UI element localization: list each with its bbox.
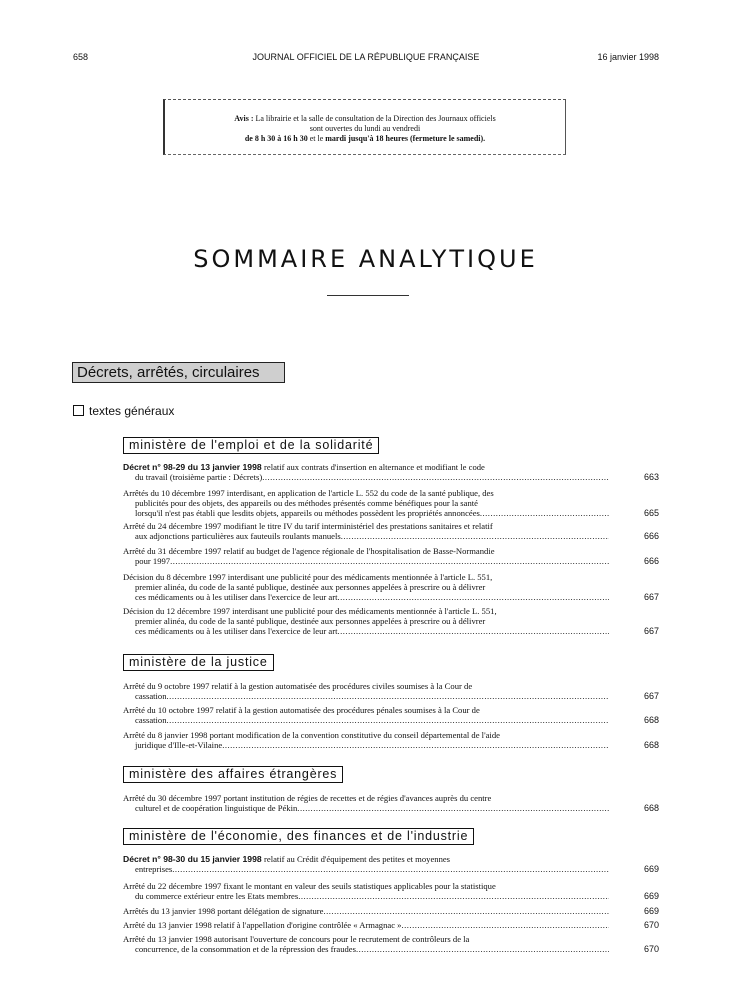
toc-entry	[123, 488, 659, 518]
leader-dots	[167, 691, 609, 701]
page-reference: 667	[643, 691, 659, 701]
ministry-heading: ministère des affaires étrangères	[123, 766, 343, 783]
entry-text: Arrêté du 30 décembre 1997 portant institution de régies de recettes et de régies d'avances auprès du centre	[123, 793, 492, 803]
notice-connector: et le	[309, 134, 324, 143]
entry-text: Décision du 8 décembre 1997 interdisant une publicité pour des médicaments mentionnée à l'article L. 551,	[123, 572, 493, 582]
entry-text: Arrêté du 8 janvier 1998 portant modification de la convention constitutive du conseil départemental de l'aide	[123, 730, 500, 740]
page-reference: 663	[643, 472, 659, 482]
entry-text: Arrêtés du 10 décembre 1997 interdisant, en application de l'article L. 552 du code de la santé publique, des	[123, 488, 494, 498]
page-reference: 666	[643, 556, 659, 566]
notice-box	[163, 99, 566, 155]
page-reference: 670	[643, 944, 659, 954]
leader-dots	[323, 906, 609, 916]
toc-entry	[123, 854, 659, 874]
issue-date: 16 janvier 1998	[597, 52, 659, 62]
entry-text: Arrêté du 22 décembre 1997 fixant le montant en valeur des seuils statistiques applicables pour la statistique	[123, 881, 496, 891]
page-reference: 669	[643, 891, 659, 901]
notice-label: Avis :	[234, 114, 254, 123]
entry-text: Décision du 12 décembre 1997 interdisant une publicité pour des médicaments mentionnée à l'article L. 551,	[123, 606, 497, 616]
entry-text: Arrêté du 31 décembre 1997 relatif au budget de l'agence régionale de l'hospitalisation de Basse-Normandie	[123, 546, 495, 556]
leader-dots	[337, 626, 609, 636]
toc-entry	[123, 606, 659, 636]
subsection-label: textes généraux	[89, 404, 175, 418]
toc-entry	[123, 521, 659, 541]
page-reference: 668	[643, 740, 659, 750]
entry-text-final: juridique d'Ille-et-Vilaine	[135, 740, 223, 750]
entry-text-continued: premier alinéa, du code de la santé publique, destinée aux personnes appelées à prescrire ou à délivrer	[135, 582, 486, 592]
page-title: SOMMAIRE ANALYTIQUE	[193, 245, 538, 273]
toc-entry	[123, 572, 659, 602]
leader-dots	[262, 472, 609, 482]
page-reference: 668	[643, 715, 659, 725]
toc-entry	[123, 934, 659, 954]
leader-dots	[172, 864, 609, 874]
leader-dots	[170, 556, 609, 566]
ministry-heading: ministère de la justice	[123, 654, 274, 671]
toc-entry	[123, 881, 659, 901]
entry-text-final: concurrence, de la consommation et de la répression des fraudes	[135, 944, 356, 954]
entry-text-final: du travail (troisième partie : Décrets)	[135, 472, 263, 482]
entry-text: Arrêté du 9 octobre 1997 relatif à la gestion automatisée des procédures civiles soumises à la Cour de	[123, 681, 473, 691]
journal-title: JOURNAL OFFICIEL DE LA RÉPUBLIQUE FRANÇAISE	[252, 52, 480, 62]
entry-text-final: aux adjonctions particulières aux fauteuils roulants manuels	[135, 531, 341, 541]
entry-text-final: cassation	[135, 715, 167, 725]
notice-line-1: La librairie et la salle de consultation de la Direction des Journaux officiels	[255, 114, 496, 123]
toc-entry	[123, 705, 659, 725]
subsection-heading	[73, 404, 174, 418]
page-reference: 666	[643, 531, 659, 541]
leader-dots	[167, 715, 609, 725]
entry-text-final: Arrêté du 13 janvier 1998 relatif à l'appellation d'origine contrôlée « Armagnac »	[123, 920, 402, 930]
notice-line-2: sont ouvertes du lundi au vendredi	[309, 124, 421, 133]
ministry-heading: ministère de l'économie, des finances et de l'industrie	[123, 828, 474, 845]
toc-entry	[123, 793, 659, 813]
page-reference: 668	[643, 803, 659, 813]
toc-entry	[123, 906, 659, 916]
checkbox-icon	[73, 405, 84, 416]
entry-text-final: ces médicaments ou à les utiliser dans l'exercice de leur art	[135, 626, 338, 636]
toc-entry	[123, 681, 659, 701]
leader-dots	[222, 740, 609, 750]
entry-text: relatif aux contrats d'insertion en alternance et modifiant le code	[264, 462, 485, 472]
page-reference: 665	[643, 508, 659, 518]
page-reference: 670	[643, 920, 659, 930]
entry-text-final: pour 1997	[135, 556, 171, 566]
page-reference: 667	[643, 592, 659, 602]
toc-entry	[123, 920, 659, 930]
page-reference: 667	[643, 626, 659, 636]
entry-text-final: lorsqu'il n'est pas établi que lesdits objets, appareils ou méthodes possèdent les propriétés annoncées	[135, 508, 480, 518]
entry-text-final: du commerce extérieur entre les Etats membres	[135, 891, 299, 901]
entry-text: Arrêté du 10 octobre 1997 relatif à la gestion automatisée des procédures pénales soumises à la Cour de	[123, 705, 480, 715]
leader-dots	[480, 508, 609, 518]
entry-text-final: Arrêtés du 13 janvier 1998 portant délégation de signature	[123, 906, 324, 916]
entry-text-final: cassation	[135, 691, 167, 701]
entry-text-continued: publicités pour des objets, des appareils ou des méthodes présentés comme bénéfiques pour la santé	[135, 498, 478, 508]
entry-text-continued: premier alinéa, du code de la santé publique, destinée aux personnes appelées à prescrire ou à délivrer	[135, 616, 486, 626]
notice-hours: de 8 h 30 à 16 h 30	[244, 134, 308, 143]
entry-text-final: culturel et de coopération linguistique de Pékin	[135, 803, 298, 813]
entry-text-final: entreprises	[135, 864, 173, 874]
toc-entry	[123, 730, 659, 750]
toc-entry	[123, 462, 659, 482]
toc-entry	[123, 546, 659, 566]
leader-dots	[401, 920, 609, 930]
section-heading: Décrets, arrêtés, circulaires	[72, 362, 285, 383]
entry-text: Arrêté du 13 janvier 1998 autorisant l'ouverture de concours pour le recrutement de contrôleurs de la	[123, 934, 470, 944]
page-number: 658	[73, 52, 89, 62]
leader-dots	[356, 944, 609, 954]
leader-dots	[297, 803, 609, 813]
leader-dots	[341, 531, 609, 541]
leader-dots	[337, 592, 609, 602]
title-divider	[327, 295, 409, 296]
entry-text-final: ces médicaments ou à les utiliser dans l'exercice de leur art	[135, 592, 338, 602]
notice-tuesday-hours: mardi jusqu'à 18 heures (fermeture le samedi).	[325, 134, 486, 143]
entry-text: Arrêté du 24 décembre 1997 modifiant le titre IV du tarif interministériel des prestations sanitaires et relatif	[123, 521, 493, 531]
decree-reference: Décret n° 98-29 du 13 janvier 1998	[123, 462, 265, 472]
ministry-heading: ministère de l'emploi et de la solidarité	[123, 437, 379, 454]
page-reference: 669	[643, 906, 659, 916]
page-reference: 669	[643, 864, 659, 874]
decree-reference: Décret n° 98-30 du 15 janvier 1998	[123, 854, 265, 864]
running-header	[73, 52, 659, 66]
leader-dots	[298, 891, 609, 901]
entry-text: relatif au Crédit d'équipement des petites et moyennes	[264, 854, 451, 864]
